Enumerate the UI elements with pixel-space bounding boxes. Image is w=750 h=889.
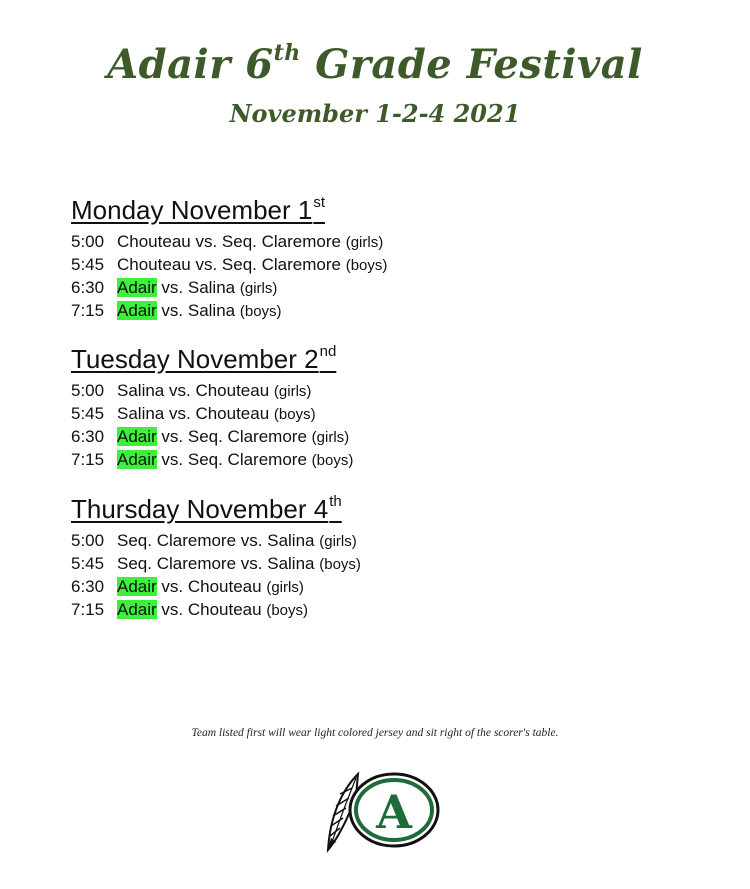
adair-logo: [322, 768, 442, 862]
logo-letter: A: [376, 785, 412, 839]
home-team-highlight: Adair: [117, 577, 157, 596]
game-time: 6:30: [71, 427, 105, 446]
home-team-highlight: Adair: [117, 278, 157, 297]
game-row: 5:00 Seq. Claremore vs. Salina (girls): [71, 531, 357, 550]
game-row: 6:30 Adair vs. Seq. Claremore (girls): [71, 427, 350, 446]
home-team-highlight: Adair: [117, 427, 157, 446]
division: (girls): [273, 383, 312, 400]
day-tuesday: [71, 337, 353, 472]
game-row: 5:45 Chouteau vs. Seq. Claremore (boys): [71, 255, 388, 274]
page-title: Adair 6th Grade Festival: [107, 40, 643, 88]
game-time: 7:15: [71, 450, 105, 469]
game-row: 5:00 Salina vs. Chouteau (girls): [71, 381, 312, 400]
away-team: Seq. Claremore: [187, 450, 307, 469]
away-team: Salina: [187, 301, 236, 320]
away-team: Chouteau: [195, 381, 270, 400]
away-team: Chouteau: [187, 600, 262, 619]
division: (boys): [239, 303, 282, 320]
away-team: Seq. Claremore: [187, 427, 307, 446]
game-row: 7:15 Adair vs. Seq. Claremore (boys): [71, 450, 354, 469]
division: (boys): [266, 602, 309, 619]
away-team: Salina: [187, 278, 236, 297]
game-row: 6:30 Adair vs. Chouteau (girls): [71, 577, 304, 596]
game-time: 7:15: [71, 600, 105, 619]
home-team-highlight: Adair: [117, 450, 157, 469]
school-logo: [322, 768, 442, 867]
game-time: 5:45: [71, 255, 105, 274]
home-team: Seq. Claremore: [117, 554, 237, 573]
home-team-highlight: Adair: [117, 600, 157, 619]
game-row: 5:45 Seq. Claremore vs. Salina (boys): [71, 554, 361, 573]
day-heading: Monday November 1st: [71, 194, 326, 225]
game-row: 7:15 Adair vs. Salina (boys): [71, 301, 282, 320]
home-team: Chouteau: [117, 255, 191, 274]
game-row: 5:45 Salina vs. Chouteau (boys): [71, 404, 316, 423]
division: (boys): [311, 452, 354, 469]
away-team: Chouteau: [195, 404, 270, 423]
away-team: Salina: [267, 554, 315, 573]
away-team: Chouteau: [187, 577, 262, 596]
game-time: 6:30: [71, 577, 105, 596]
day-heading: Tuesday November 2nd: [71, 343, 337, 374]
page-subtitle: November 1-2-4 2021: [229, 99, 521, 128]
game-time: 5:00: [71, 381, 105, 400]
away-team: Seq. Claremore: [221, 232, 341, 251]
home-team: Seq. Claremore: [117, 531, 237, 550]
home-team: Salina: [117, 381, 165, 400]
home-team-highlight: Adair: [117, 301, 157, 320]
game-row: 5:00 Chouteau vs. Seq. Claremore (girls): [71, 232, 384, 251]
game-time: 6:30: [71, 278, 105, 297]
division: (boys): [319, 556, 361, 573]
game-time: 5:00: [71, 531, 105, 550]
home-team: Chouteau: [117, 232, 191, 251]
game-time: 5:45: [71, 554, 105, 573]
away-team: Seq. Claremore: [221, 255, 341, 274]
home-team: Salina: [117, 404, 165, 423]
game-row: 7:15 Adair vs. Chouteau (boys): [71, 600, 309, 619]
game-time: 5:00: [71, 232, 105, 251]
away-team: Salina: [267, 531, 315, 550]
division: (girls): [345, 234, 384, 251]
game-row: 6:30 Adair vs. Salina (girls): [71, 278, 278, 297]
division: (girls): [319, 533, 357, 550]
game-time: 7:15: [71, 301, 105, 320]
division: (girls): [311, 429, 350, 446]
division: (boys): [273, 406, 316, 423]
game-time: 5:45: [71, 404, 105, 423]
day-heading: Thursday November 4th: [71, 493, 342, 524]
division: (boys): [345, 257, 388, 274]
division: (girls): [239, 280, 278, 297]
footer-note: Team listed first will wear light colored jersey and sit right of the scorer's table.: [191, 727, 559, 739]
division: (girls): [266, 579, 304, 596]
day-monday: [71, 188, 387, 323]
day-thursday: [71, 487, 361, 622]
